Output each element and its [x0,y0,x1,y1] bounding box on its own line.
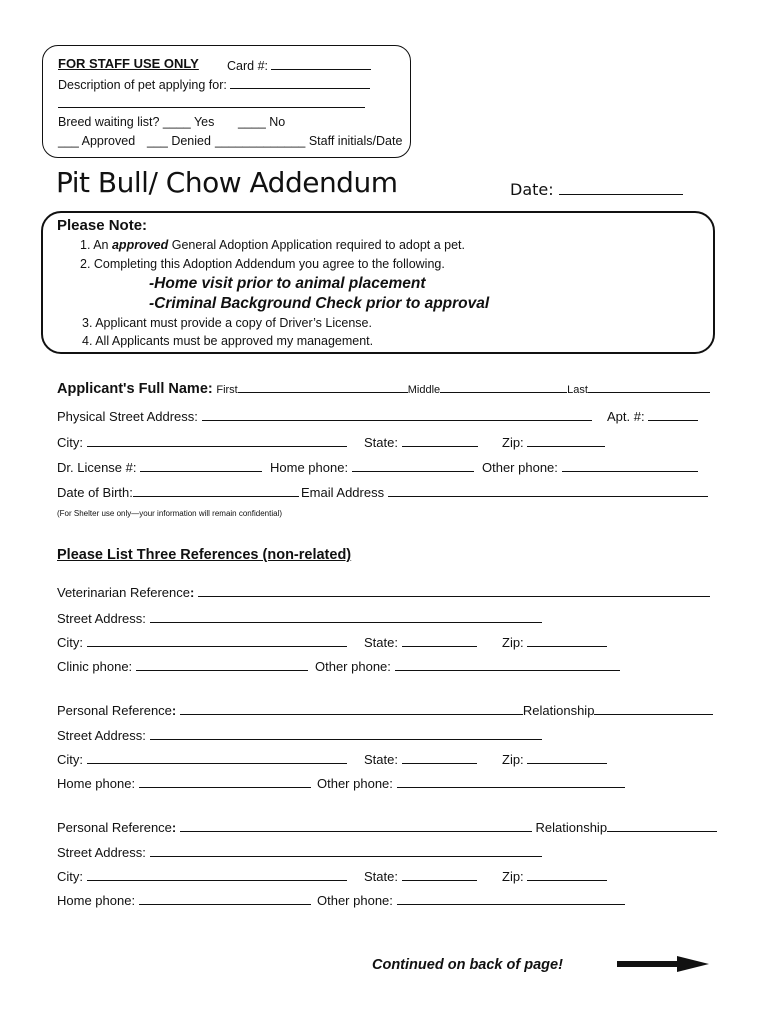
applicant-name-row: Applicant's Full Name: First Middle Last [57,381,710,397]
vet-reference-field[interactable] [198,585,710,597]
personal-reference-1-row: Personal Reference: Relationship [57,703,713,718]
middle-name-field[interactable] [440,381,567,393]
vet-city-field[interactable] [87,635,347,647]
personal-2-city-row: City: [57,869,347,884]
breed-waiting-yes[interactable]: Breed waiting list? ____ Yes [58,115,215,129]
pet-description-label: Description of pet applying for: [58,77,370,92]
personal-2-state-field[interactable] [402,869,477,881]
vet-state-field[interactable] [402,635,477,647]
personal-1-state-row: State: [364,752,477,767]
personal-1-state-field[interactable] [402,752,477,764]
license-row: Dr. License #: [57,460,262,475]
license-field[interactable] [140,460,262,472]
right-arrow-icon [617,955,709,973]
continued-note: Continued on back of page! [372,957,563,973]
references-heading: Please List Three References (non-related) [57,547,352,563]
requirement-background-check: -Criminal Background Check prior to approval [149,295,490,312]
breed-waiting-no[interactable]: ____ No [238,115,286,129]
personal-1-city-field[interactable] [87,752,347,764]
personal-2-other-phone-row: Other phone: [317,893,625,908]
other-phone-row: Other phone: [482,460,698,475]
pet-description-field[interactable] [230,77,370,89]
personal-reference-2-field[interactable] [180,820,532,832]
email-row: Email Address [301,485,708,500]
vet-other-phone-row: Other phone: [315,659,620,674]
city-row: City: [57,435,347,450]
personal-1-city-row: City: [57,752,347,767]
staff-initials-field[interactable]: _____________ Staff initials/Date [215,134,403,148]
personal-1-street-field[interactable] [150,728,542,740]
vet-state-row: State: [364,635,477,650]
vet-street-row: Street Address: [57,611,542,626]
vet-street-field[interactable] [150,611,542,623]
card-label: Card #: [227,58,371,73]
personal-1-other-phone-field[interactable] [397,776,625,788]
zip-field[interactable] [527,435,605,447]
staff-heading: FOR STAFF USE ONLY [58,56,199,71]
personal-reference-1-field[interactable] [180,703,523,715]
first-name-field[interactable] [238,381,408,393]
relationship-1-field[interactable] [594,703,713,715]
email-field[interactable] [388,485,708,497]
pet-description-field-2[interactable] [58,96,365,108]
vet-reference-row: Veterinarian Reference: [57,585,710,600]
note-item-3: 3. Applicant must provide a copy of Driver’s License. [82,316,372,330]
personal-1-home-phone-row: Home phone: [57,776,311,791]
home-phone-field[interactable] [352,460,474,472]
personal-2-state-row: State: [364,869,477,884]
note-item-2: 2. Completing this Adoption Addendum you agree to the following. [80,257,445,271]
personal-2-zip-field[interactable] [527,869,607,881]
state-row: State: [364,435,478,450]
applicant-name-label: Applicant's Full Name: [57,381,213,397]
street-row: Physical Street Address: [57,409,592,424]
personal-2-street-row: Street Address: [57,845,542,860]
zip-row: Zip: [502,435,605,450]
personal-1-home-phone-field[interactable] [139,776,311,788]
personal-2-city-field[interactable] [87,869,347,881]
vet-zip-row: Zip: [502,635,607,650]
personal-2-zip-row: Zip: [502,869,607,884]
dob-field[interactable] [133,485,299,497]
personal-reference-2-row: Personal Reference: Relationship [57,820,717,835]
apt-field[interactable] [648,409,698,421]
note-heading: Please Note: [57,217,148,234]
state-field[interactable] [402,435,478,447]
street-address-field[interactable] [202,409,592,421]
vet-zip-field[interactable] [527,635,607,647]
personal-2-street-field[interactable] [150,845,542,857]
approved-option[interactable]: ___ Approved [58,134,136,148]
apt-row: Apt. #: [607,409,698,424]
city-field[interactable] [87,435,347,447]
last-name-field[interactable] [588,381,710,393]
other-phone-field[interactable] [562,460,698,472]
personal-1-other-phone-row: Other phone: [317,776,625,791]
date-field[interactable] [559,183,683,195]
personal-1-zip-row: Zip: [502,752,607,767]
personal-1-zip-field[interactable] [527,752,607,764]
personal-2-other-phone-field[interactable] [397,893,625,905]
clinic-phone-field[interactable] [136,659,308,671]
personal-2-home-phone-field[interactable] [139,893,311,905]
page-title: Pit Bull/ Chow Addendum [56,166,398,199]
denied-option[interactable]: ___ Denied [147,134,211,148]
personal-2-home-phone-row: Home phone: [57,893,311,908]
relationship-2-field[interactable] [607,820,717,832]
home-phone-row: Home phone: [270,460,474,475]
dob-row: Date of Birth: [57,485,299,500]
date-label: Date: [510,180,683,199]
confidential-note: (For Shelter use only—your information will remain confidential) [57,509,282,518]
note-item-1: 1. An approved General Adoption Application required to adopt a pet. [80,238,465,252]
requirement-home-visit: -Home visit prior to animal placement [149,275,426,292]
personal-1-street-row: Street Address: [57,728,542,743]
vet-city-row: City: [57,635,347,650]
vet-other-phone-field[interactable] [395,659,620,671]
clinic-phone-row: Clinic phone: [57,659,308,674]
note-item-4: 4. All Applicants must be approved my management. [82,334,374,348]
card-field[interactable] [271,58,371,70]
